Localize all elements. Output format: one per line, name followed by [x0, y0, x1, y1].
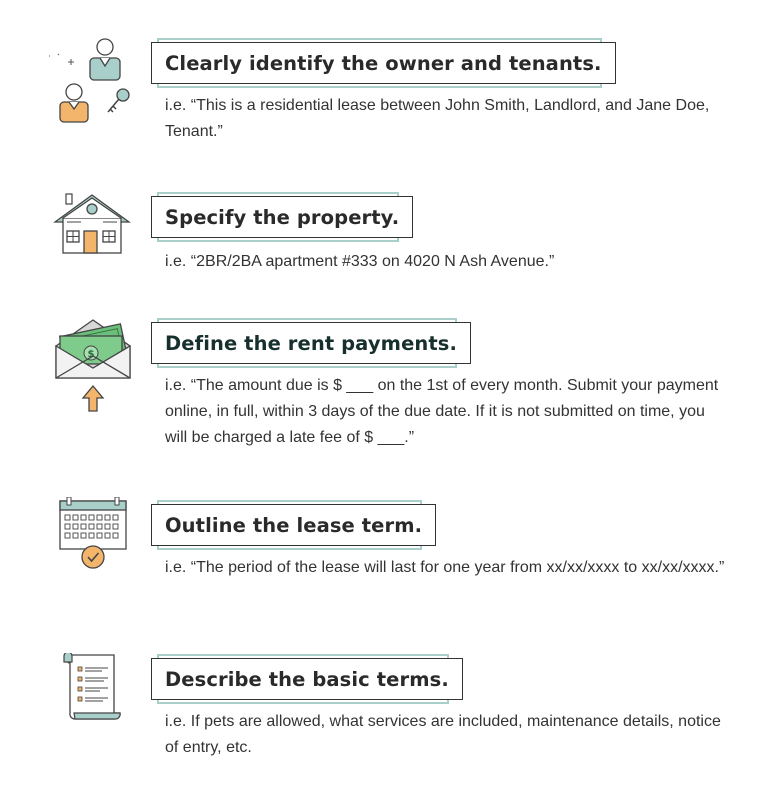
heading-box [151, 658, 463, 700]
calendar-check-icon [58, 497, 128, 576]
svg-text:$: $ [87, 349, 95, 360]
step-description: i.e. “This is a residential lease between John Smith, Landlord, and Jane Doe, Tenant.” [165, 97, 710, 140]
step-heading: Describe the basic terms. [151, 658, 463, 700]
owner-tenant-key-icon [44, 36, 134, 131]
heading-box [151, 196, 413, 238]
heading-box [151, 504, 436, 546]
step-heading: Define the rent payments. [151, 322, 471, 364]
step-heading: Specify the property. [151, 196, 413, 238]
step-description: i.e. “2BR/2BA apartment #333 on 4020 N Ash Avenue.” [165, 253, 555, 270]
document-scroll-icon [62, 653, 124, 726]
step-description: i.e. If pets are allowed, what services are included, maintenance details, notice of entry, etc. [165, 713, 721, 756]
house-icon [53, 192, 131, 261]
step-description: i.e. “The amount due is $ ___ on the 1st of every month. Submit your payment online, in full, within 3 days of the due date. If it is not submitted on time, you will be charged a late fee of $ ___.” [165, 377, 719, 446]
money-envelope-icon [54, 318, 132, 419]
heading-box [151, 322, 471, 364]
heading-box [151, 42, 616, 84]
step-heading: Clearly identify the owner and tenants. [151, 42, 616, 84]
step-heading: Outline the lease term. [151, 504, 436, 546]
step-description: i.e. “The period of the lease will last for one year from xx/xx/xxxx to xx/xx/xxxx.” [165, 559, 725, 576]
